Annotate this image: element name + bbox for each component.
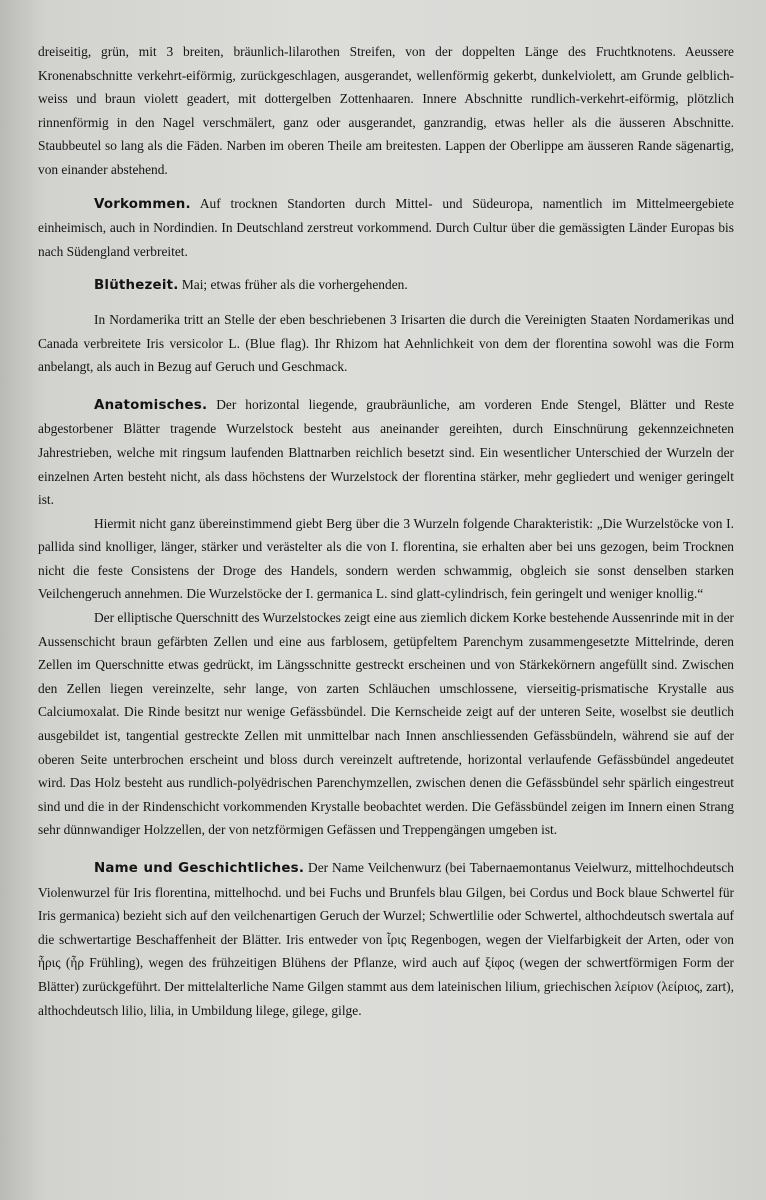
paragraph-berg-charakteristik [38, 512, 734, 606]
paragraph-querschnitt [38, 606, 734, 842]
paragraph-nordamerika [38, 308, 734, 379]
section-heading: Blüthezeit. [94, 278, 179, 294]
paragraph-flower-description [38, 40, 734, 182]
paragraph-name-geschichtliches [38, 856, 734, 1022]
section-heading: Name und Geschichtliches. [94, 861, 305, 876]
paragraph-text: dreiseitig, grün, mit 3 breiten, bräunlich-lilarothen Streifen, von der doppelten Länge des Fruchtknotens. Aeussere Kronenabschnitte verkehrt-eiförmig, zurückgeschlagen, ausgerandet, wellenförmig gekerbt, dunkelviolett, am Grunde gelblich-weiss und braun violett geadert, mit dottergelben Zottenhaaren. Innere Abschnitte rundlich-verkehrt-eiförmig, plötzlich rinnenförmig in den Nagel verschmälert, ganz oder ausgerandet, ganzrandig, etwas heller als die äusseren Abschnitte. Staubbeutel so lang als die Fäden. Narben im oberen Theile am breitesten. Lappen der Oberlippe am äusseren Rande sägenartig, von einander abstehend. [38, 44, 734, 177]
paragraph-text: Mai; etwas früher als die vorhergehenden. [181, 277, 408, 293]
paragraph-bluethezeit [38, 273, 734, 298]
paragraph-vorkommen [38, 192, 734, 264]
paragraph-text: Auf trocknen Standorten durch Mittel- und Südeuropa, namentlich im Mittelmeergebiete einheimisch, auch in Nordindien. In Deutschland zerstreut vorkommend. Durch Cultur über die gemässigten Länder Europas bis nach Südengland verbreitet. [38, 195, 734, 259]
paragraph-text: Der Name Veilchenwurz (bei Tabernaemontanus Veielwurz, mittelhochdeutsch Violenwurzel für Iris florentina, mittelhochd. und bei Fuchs und Brunfels blau Gilgen, bei Cordus und Bock blaue Schwertel für Iris germanica) bezieht sich auf den veilchenartigen Geruch der Wurzel; Schwertlilie oder Schwertel, althochdeutsch swertala auf die schwertartige Beschaffenheit der Blätter. Iris entweder von ἶρις Regenbogen, wegen der Vielfarbigkeit der Arten, oder von ἦρις (ἦρ Frühling), wegen des frühzeitigen Blühens der Pflanze, wird auch auf ξίφος (wegen der schwertförmigen Form der Blätter) zurückgeführt. Der mittelalterliche Name Gilgen stammt aus dem lateinischen lilium, griechischen λείριον (λείριος, zart), althochdeutsch lilio, lilia, in Umbildung lilege, gilege, gilge. [38, 860, 734, 1018]
page-body-text [38, 40, 734, 1022]
paragraph-anatomisches [38, 393, 734, 512]
paragraph-text: In Nordamerika tritt an Stelle der eben beschriebenen 3 Irisarten die durch die Vereinigten Staaten Nordamerikas und Canada verbreitete Iris versicolor L. (Blue flag). Ihr Rhizom hat Aehnlichkeit von dem der florentina sowohl was die Form anbelangt, als auch in Bezug auf Geruch und Geschmack. [38, 311, 734, 375]
paragraph-text: Hiermit nicht ganz übereinstimmend giebt Berg über die 3 Wurzeln folgende Charakteristik: „Die Wurzelstöcke von I. pallida sind knolliger, länger, stärker und verästelter als die von I. florentina, sie erhalten aber bei uns gezogen, beim Trocknen nicht die feste Consistens der Droge des Handels, sondern werden schwammig, obgleich sie sonst denselben starken Veilchengeruch annehmen. Die Wurzelstöcke der I. germanica L. sind glatt-cylindrisch, fein geringelt und weniger knollig.“ [38, 515, 734, 602]
section-heading: Vorkommen. [94, 196, 191, 212]
section-heading: Anatomisches. [94, 397, 208, 413]
paragraph-text: Der horizontal liegende, graubräunliche, am vorderen Ende Stengel, Blätter und Reste abgestorbener Blätter tragende Wurzelstock besteht aus aneinander gereihten, durch Einschnürung gekennzeichneten Jahrestrieben, welche mit ringsum laufenden Blattnarben reichlich besetzt sind. Ein wesentlicher Unterschied der Wurzeln der einzelnen Arten besteht nicht, als dass höchstens der Wurzelstock der florentina stärker, mehr gegliedert und weniger geringelt ist. [38, 396, 734, 508]
paragraph-text: Der elliptische Querschnitt des Wurzelstockes zeigt eine aus ziemlich dickem Korke bestehende Aussenrinde mit in der Aussenschicht braun gefärbten Zellen und eine aus farblosem, getüpfeltem Parenchym zusammengesetzte Mittelrinde, deren Zellen im Querschnitte etwas gedrückt, im Längsschnitte gestreckt erscheinen und von Stärkekörnern angefüllt sind. Zwischen den Zellen liegen vereinzelte, sehr lange, von zarten Schläuchen umschlossene, vierseitig-prismatische Krystalle aus Calciumoxalat. Die Rinde besitzt nur wenige Gefässbündel. Die Kernscheide zeigt auf der unteren Seite, woselbst sie deutlich ausgebildet ist, tangential gestreckte Zellen mit unmittelbar nach Innen anschliessenden Gefässbündeln, während sie auf der oberen Seite unterbrochen erscheint und bloss durch vereinzelt auftretende, horizontal verlaufende Gefässbündel angedeutet wird. Das Holz besteht aus rundlich-polyëdrischen Parenchymzellen, zwischen denen die Gefässbündel sehr spärlich eingestreut sind und die in der Rindenschicht vorkommenden Krystalle beobachtet werden. Die Gefässbündel zeigen im Innern einen Strang sehr dünnwandiger Holzzellen, der von netzförmigen Gefässen und Treppengängen umgeben ist. [38, 610, 734, 838]
